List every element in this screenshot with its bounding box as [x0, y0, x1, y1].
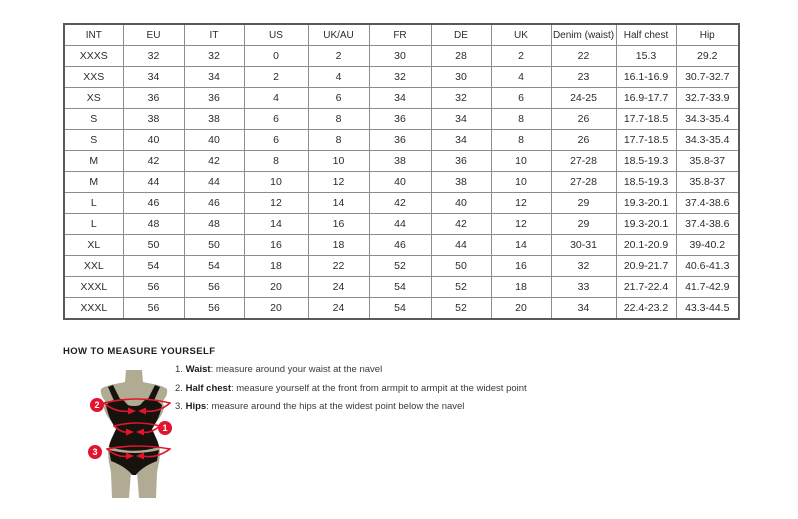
- table-cell: 32: [431, 88, 491, 109]
- table-cell: 4: [244, 88, 308, 109]
- table-cell: 34.3-35.4: [676, 130, 739, 151]
- header-row: [64, 24, 739, 46]
- table-cell: 10: [308, 151, 369, 172]
- table-cell: 37.4-38.6: [676, 193, 739, 214]
- table-cell: 34.3-35.4: [676, 109, 739, 130]
- table-cell: 16.9-17.7: [616, 88, 676, 109]
- table-row: [64, 109, 739, 130]
- table-cell: 2: [244, 67, 308, 88]
- measure-figure: [70, 368, 190, 503]
- table-cell: 22: [308, 256, 369, 277]
- table-cell: 32: [184, 46, 244, 67]
- table-cell: 54: [369, 298, 431, 320]
- size-cell: M: [64, 151, 123, 172]
- table-cell: 56: [123, 277, 184, 298]
- table-cell: 28: [431, 46, 491, 67]
- table-cell: 4: [491, 67, 551, 88]
- size-cell: XXXS: [64, 46, 123, 67]
- table-cell: 32: [369, 67, 431, 88]
- measure-guide-heading: HOW TO MEASURE YOURSELF: [63, 346, 216, 357]
- column-header: Half chest: [616, 24, 676, 46]
- table-cell: 38: [369, 151, 431, 172]
- size-cell: XXXL: [64, 298, 123, 320]
- table-cell: 6: [491, 88, 551, 109]
- table-cell: 23: [551, 67, 616, 88]
- column-header: UK: [491, 24, 551, 46]
- size-cell: M: [64, 172, 123, 193]
- table-cell: 33: [551, 277, 616, 298]
- column-header: IT: [184, 24, 244, 46]
- table-cell: 35.8-37: [676, 172, 739, 193]
- table-cell: 26: [551, 130, 616, 151]
- table-cell: 34: [551, 298, 616, 320]
- table-cell: 52: [369, 256, 431, 277]
- table-cell: 46: [123, 193, 184, 214]
- table-row: [64, 88, 739, 109]
- size-cell: XXL: [64, 256, 123, 277]
- table-row: [64, 235, 739, 256]
- step-label: Half chest: [185, 382, 231, 394]
- table-cell: 46: [184, 193, 244, 214]
- table-cell: 40: [184, 130, 244, 151]
- table-cell: 10: [244, 172, 308, 193]
- step-text: : measure around the hips at the widest point below the navel: [206, 401, 465, 412]
- table-cell: 16: [308, 214, 369, 235]
- size-cell: XL: [64, 235, 123, 256]
- table-cell: 14: [244, 214, 308, 235]
- table-cell: 24: [308, 298, 369, 320]
- table-cell: 14: [308, 193, 369, 214]
- svg-text:2: 2: [94, 400, 100, 411]
- measure-guide-steps: [175, 364, 527, 420]
- table-cell: 20: [244, 277, 308, 298]
- table-cell: 18.5-19.3: [616, 151, 676, 172]
- column-header: DE: [431, 24, 491, 46]
- table-cell: 42: [184, 151, 244, 172]
- table-cell: 16.1-16.9: [616, 67, 676, 88]
- table-cell: 36: [369, 130, 431, 151]
- table-cell: 18: [244, 256, 308, 277]
- table-cell: 20: [244, 298, 308, 320]
- measure-step-hips: [175, 401, 527, 412]
- step-number: 1.: [175, 364, 183, 375]
- chest-badge: [90, 398, 104, 412]
- mannequin-illustration: [70, 368, 190, 503]
- table-row: [64, 67, 739, 88]
- table-cell: 54: [369, 277, 431, 298]
- table-cell: 38: [123, 109, 184, 130]
- column-header: INT: [64, 24, 123, 46]
- table-cell: 30-31: [551, 235, 616, 256]
- step-number: 2.: [175, 382, 183, 394]
- table-cell: 12: [491, 193, 551, 214]
- table-cell: 20.1-20.9: [616, 235, 676, 256]
- table-row: [64, 46, 739, 67]
- table-cell: 19.3-20.1: [616, 214, 676, 235]
- size-cell: XXXL: [64, 277, 123, 298]
- table-cell: 34: [369, 88, 431, 109]
- table-cell: 17.7-18.5: [616, 130, 676, 151]
- table-cell: 54: [184, 256, 244, 277]
- measure-step-waist: [175, 364, 527, 375]
- table-cell: 36: [369, 109, 431, 130]
- table-cell: 24: [308, 277, 369, 298]
- size-cell: XS: [64, 88, 123, 109]
- table-cell: 36: [184, 88, 244, 109]
- table-cell: 44: [123, 172, 184, 193]
- table-cell: 43.3-44.5: [676, 298, 739, 320]
- table-cell: 2: [308, 46, 369, 67]
- column-header: FR: [369, 24, 431, 46]
- waist-badge: [158, 421, 172, 435]
- table-cell: 27-28: [551, 151, 616, 172]
- table-cell: 34: [431, 109, 491, 130]
- table-cell: 12: [244, 193, 308, 214]
- table-cell: 6: [244, 130, 308, 151]
- table-cell: 18: [491, 277, 551, 298]
- table-cell: 29: [551, 214, 616, 235]
- table-cell: 34: [123, 67, 184, 88]
- table-cell: 32: [123, 46, 184, 67]
- table-row: [64, 256, 739, 277]
- table-cell: 29.2: [676, 46, 739, 67]
- table-cell: 48: [184, 214, 244, 235]
- table-cell: 18: [308, 235, 369, 256]
- table-cell: 15.3: [616, 46, 676, 67]
- size-chart-section: [63, 23, 738, 320]
- table-cell: 40.6-41.3: [676, 256, 739, 277]
- table-cell: 8: [491, 130, 551, 151]
- table-cell: 19.3-20.1: [616, 193, 676, 214]
- table-row: [64, 193, 739, 214]
- table-cell: 20: [491, 298, 551, 320]
- table-cell: 39-40.2: [676, 235, 739, 256]
- table-cell: 12: [308, 172, 369, 193]
- table-cell: 8: [308, 109, 369, 130]
- table-cell: 52: [431, 277, 491, 298]
- table-cell: 8: [244, 151, 308, 172]
- table-cell: 50: [184, 235, 244, 256]
- column-header: US: [244, 24, 308, 46]
- table-cell: 6: [308, 88, 369, 109]
- table-cell: 48: [123, 214, 184, 235]
- column-header: EU: [123, 24, 184, 46]
- table-row: [64, 214, 739, 235]
- table-cell: 4: [308, 67, 369, 88]
- table-cell: 27-28: [551, 172, 616, 193]
- table-cell: 22: [551, 46, 616, 67]
- table-cell: 32.7-33.9: [676, 88, 739, 109]
- table-cell: 56: [184, 298, 244, 320]
- table-cell: 2: [491, 46, 551, 67]
- table-row: [64, 151, 739, 172]
- table-cell: 30: [369, 46, 431, 67]
- table-cell: 0: [244, 46, 308, 67]
- table-cell: 54: [123, 256, 184, 277]
- column-header: UK/AU: [308, 24, 369, 46]
- step-label: Waist: [185, 364, 211, 375]
- column-header: Denim (waist): [551, 24, 616, 46]
- table-cell: 41.7-42.9: [676, 277, 739, 298]
- table-cell: 20.9-21.7: [616, 256, 676, 277]
- table-cell: 42: [369, 193, 431, 214]
- table-cell: 36: [123, 88, 184, 109]
- table-row: [64, 130, 739, 151]
- size-cell: L: [64, 193, 123, 214]
- table-cell: 34: [431, 130, 491, 151]
- table-cell: 16: [491, 256, 551, 277]
- step-text: : measure yourself at the front from armpit to armpit at the widest point: [230, 382, 527, 394]
- size-cell: S: [64, 130, 123, 151]
- size-cell: XXS: [64, 67, 123, 88]
- table-row: [64, 277, 739, 298]
- table-cell: 30: [431, 67, 491, 88]
- table-cell: 40: [369, 172, 431, 193]
- table-cell: 42: [431, 214, 491, 235]
- table-cell: 38: [184, 109, 244, 130]
- table-cell: 50: [123, 235, 184, 256]
- hips-badge: [88, 445, 102, 459]
- table-cell: 16: [244, 235, 308, 256]
- svg-text:1: 1: [162, 423, 168, 434]
- table-cell: 50: [431, 256, 491, 277]
- table-cell: 29: [551, 193, 616, 214]
- column-header: Hip: [676, 24, 739, 46]
- table-row: [64, 172, 739, 193]
- table-cell: 44: [369, 214, 431, 235]
- step-label: Hips: [185, 401, 207, 412]
- table-cell: 8: [491, 109, 551, 130]
- table-cell: 8: [308, 130, 369, 151]
- table-cell: 44: [431, 235, 491, 256]
- table-cell: 10: [491, 172, 551, 193]
- size-cell: L: [64, 214, 123, 235]
- size-cell: S: [64, 109, 123, 130]
- table-cell: 24-25: [551, 88, 616, 109]
- measure-step-half-chest: [175, 383, 527, 394]
- table-cell: 26: [551, 109, 616, 130]
- table-cell: 56: [123, 298, 184, 320]
- table-cell: 36: [431, 151, 491, 172]
- table-cell: 21.7-22.4: [616, 277, 676, 298]
- table-cell: 30.7-32.7: [676, 67, 739, 88]
- table-cell: 40: [123, 130, 184, 151]
- size-chart-table: [63, 23, 740, 320]
- table-cell: 40: [431, 193, 491, 214]
- table-cell: 22.4-23.2: [616, 298, 676, 320]
- step-text: : measure around your waist at the navel: [210, 364, 383, 375]
- table-cell: 56: [184, 277, 244, 298]
- table-cell: 10: [491, 151, 551, 172]
- table-cell: 42: [123, 151, 184, 172]
- table-cell: 34: [184, 67, 244, 88]
- table-cell: 37.4-38.6: [676, 214, 739, 235]
- table-row: [64, 298, 739, 320]
- table-cell: 6: [244, 109, 308, 130]
- table-cell: 12: [491, 214, 551, 235]
- table-cell: 52: [431, 298, 491, 320]
- table-cell: 17.7-18.5: [616, 109, 676, 130]
- table-cell: 18.5-19.3: [616, 172, 676, 193]
- table-cell: 46: [369, 235, 431, 256]
- table-cell: 38: [431, 172, 491, 193]
- svg-text:3: 3: [92, 447, 98, 458]
- table-cell: 35.8-37: [676, 151, 739, 172]
- table-cell: 32: [551, 256, 616, 277]
- table-cell: 44: [184, 172, 244, 193]
- table-body: [64, 46, 739, 320]
- table-cell: 14: [491, 235, 551, 256]
- step-number: 3.: [175, 401, 183, 412]
